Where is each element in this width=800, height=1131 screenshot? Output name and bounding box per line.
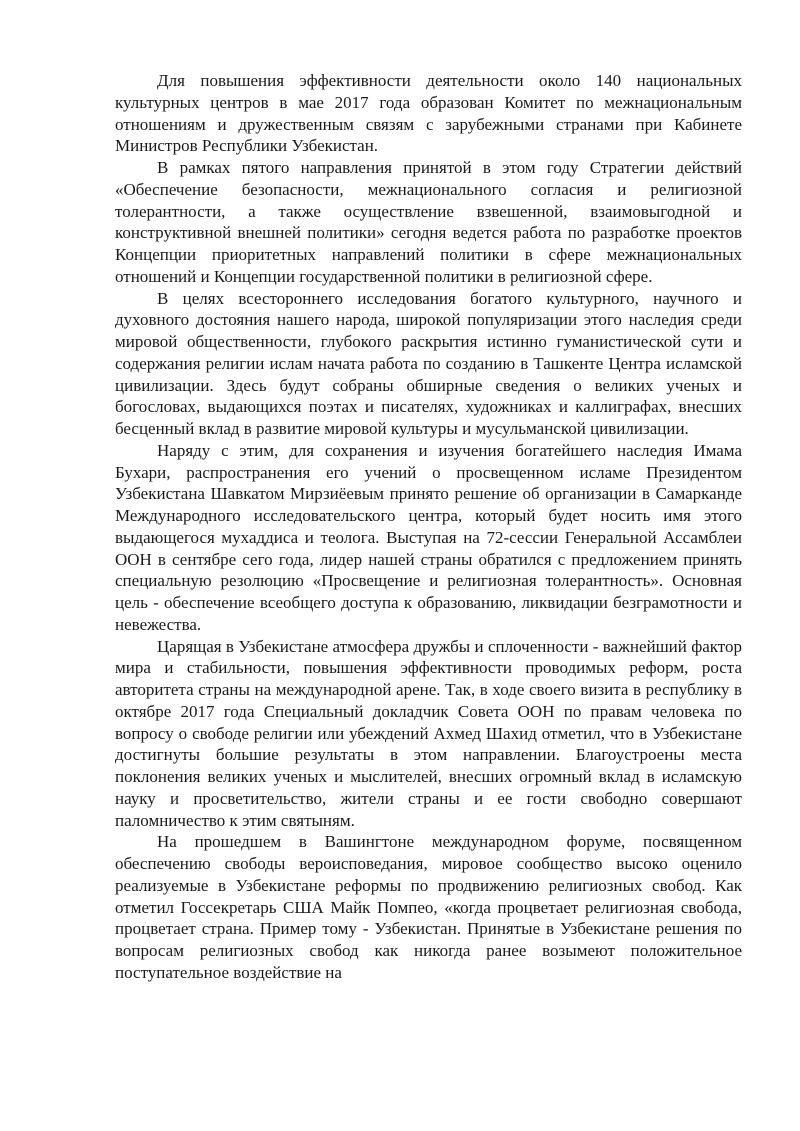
paragraph-4: Наряду с этим, для сохранения и изучения богатейшего наследия Имама Бухари, распространения его учений о просвещенном исламе Президентом Узбекистана Шавкатом Мирзиёевым принято решение об организации в Самарканде Международного исследовательского центра, который будет носить имя этого выдающегося мухаддиса и теолога. Выступая на 72-сессии Генеральной Ассамблеи ООН в сентябре сего года, лидер нашей страны обратился с предложением принять специальную резолюцию «Просвещение и религиозная толерантность». Основная цель - обеспечение всеобщего доступа к образованию, ликвидации безграмотности и невежества. — [115, 440, 742, 634]
paragraph-3: В целях всестороннего исследования богатого культурного, научного и духовного достояния нашего народа, широкой популяризации этого наследия среди мировой общественности, глубокого раскрытия истинно гуманистической сути и содержания религии ислам начата работа по созданию в Ташкенте Центра исламской цивилизации. Здесь будут собраны обширные сведения о великих ученых и богословах, выдающихся поэтах и писателях, художниках и каллиграфах, внесших бесценный вклад в развитие мировой культуры и мусульманской цивилизации. — [115, 288, 742, 438]
paragraph-6: На прошедшем в Вашингтоне международном форуме, посвященном обеспечению свободы вероисповедания, мировое сообщество высоко оценило реализуемые в Узбекистане реформы по продвижению религиозных свобод. Как отметил Госсекретарь США Майк Помпео, «когда процветает религиозная свобода, процветает страна. Пример тому - Узбекистан. Принятые в Узбекистане решения по вопросам религиозных свобод как никогда ранее возымеют положительное поступательное воздействие на — [115, 832, 742, 982]
paragraph-1: Для повышения эффективности деятельности около 140 национальных культурных центров в мае 2017 года образован Комитет по межнациональным отношениям и дружественным связям с зарубежными странами при Кабинете Министров Республики Узбекистан. — [115, 71, 742, 156]
paragraph-5: Царящая в Узбекистане атмосфера дружбы и сплоченности - важнейший фактор мира и стабильности, повышения эффективности проводимых реформ, роста авторитета страны на международной арене. Так, в ходе своего визита в республику в октябре 2017 года Специальный докладчик Совета ООН по правам человека по вопросу о свободе религии или убеждений Ахмед Шахид отметил, что в Узбекистане достигнуты большие результаты в этом направлении. Благоустроены места поклонения великих ученых и мыслителей, внесших огромный вклад в исламскую науку и просветительство, жители страны и ее гости свободно совершают паломничество к этим святыням. — [115, 636, 742, 830]
document-body — [115, 70, 742, 984]
paragraph-2: В рамках пятого направления принятой в этом году Стратегии действий «Обеспечение безопасности, межнационального согласия и религиозной толерантности, а также осуществление взвешенной, взаимовыгодной и конструктивной внешней политики» сегодня ведется работа по разработке проектов Концепции приоритетных направлений политики в сфере межнациональных отношений и Концепции государственной политики в религиозной сфере. — [115, 158, 742, 286]
